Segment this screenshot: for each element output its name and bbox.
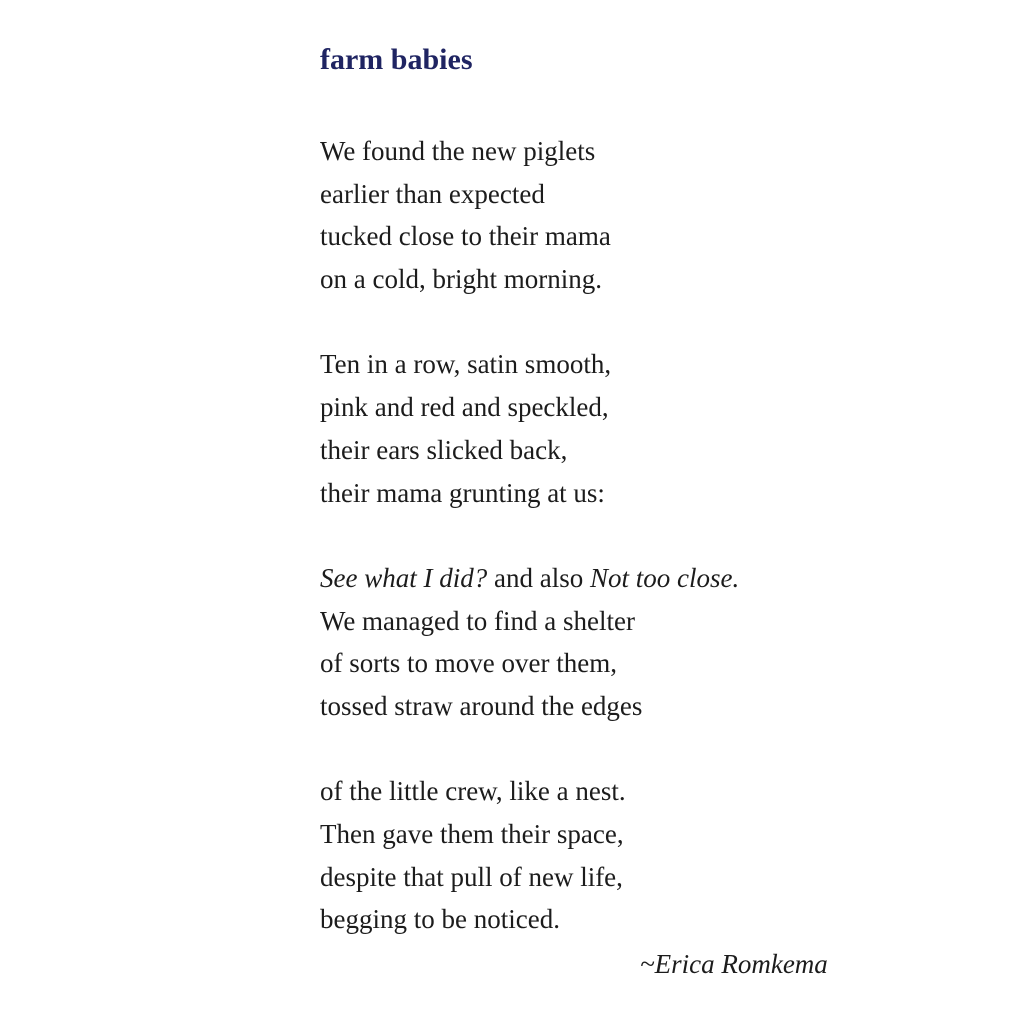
poem-line: pink and red and speckled, [320, 392, 609, 423]
poem-line: We found the new piglets [320, 136, 596, 166]
italic-phrase: See what I did? [320, 562, 488, 593]
poem-line: tucked close to their mama [320, 221, 611, 252]
italic-phrase: Not too close. [589, 562, 740, 593]
poem-body [320, 130, 739, 941]
poem-line: Then gave them their space, [320, 819, 624, 849]
poem-line: We managed to find a shelter [320, 605, 635, 636]
poem-line: their mama grunting at us: [320, 477, 605, 508]
poem-title: farm babies [320, 43, 473, 76]
poem-line: Ten in a row, satin smooth, [320, 349, 612, 380]
plain-phrase: and also [487, 562, 590, 593]
poem-line: their ears slicked back, [320, 434, 568, 465]
poem-line: on a cold, bright morning. [320, 264, 602, 295]
stanza-break [320, 301, 739, 344]
poem-line: despite that pull of new life, [320, 861, 623, 892]
poem-line: of sorts to move over them, [320, 648, 617, 679]
poem-line: earlier than expected [320, 178, 545, 209]
stanza-break [320, 514, 739, 557]
poem-line: begging to be noticed. [320, 904, 560, 935]
poem-line-mixed [320, 557, 739, 600]
stanza-break [320, 728, 739, 771]
poem-line: of the little crew, like a nest. [320, 776, 626, 807]
author-signature: ~Erica Romkema [640, 949, 828, 979]
poem-line: tossed straw around the edges [320, 690, 643, 721]
